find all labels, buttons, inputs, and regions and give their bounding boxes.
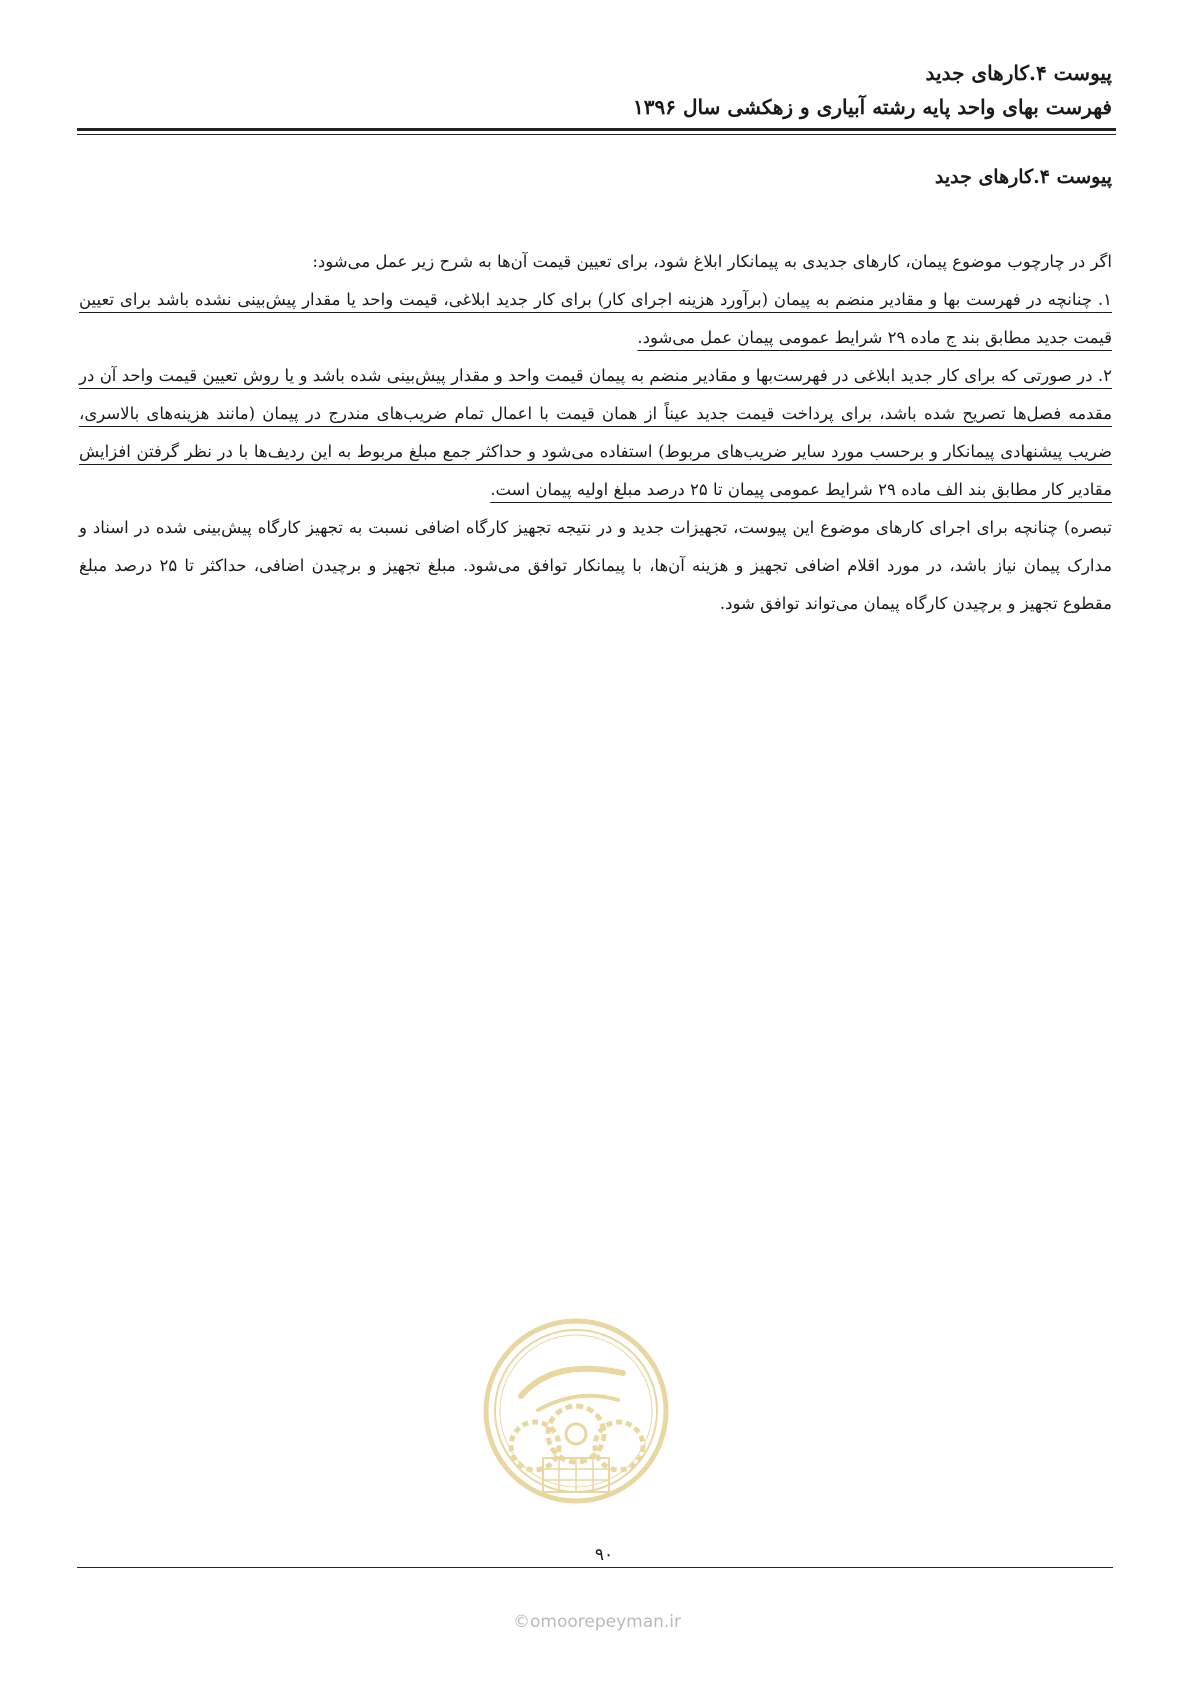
watermark-url <box>487 1612 707 1632</box>
header-rule-thin <box>77 134 1116 135</box>
copyright-icon: © <box>512 1612 530 1632</box>
header-document-title: فهرست بهای واحد پایه رشته آبیاری و زهکشی سال ۱۳۹۶ <box>633 95 1112 119</box>
item-1-paragraph: ۱. چنانچه در فهرست بها و مقادیر منضم به پیمان (برآورد هزینه اجرای کار) برای کار جدید ابلاغی، قیمت واحد یا مقدار پیش‌بینی نشده باشد برای تعیین قیمت جدید مطابق بند ج ماده ۲۹ شرایط عمومی پیمان عمل می‌شود. <box>79 290 1112 347</box>
footer-rule <box>77 1567 1113 1568</box>
body-text <box>79 243 1112 623</box>
header-appendix-title: پیوست ۴.کارهای جدید <box>925 61 1112 85</box>
page-number: ۹۰ <box>594 1545 614 1565</box>
section-title: پیوست ۴.کارهای جدید <box>934 166 1112 188</box>
item-2-paragraph: ۲. در صورتی که برای کار جدید ابلاغی در فهرست‌بها و مقادیر منضم به پیمان قیمت واحد و مقدار پیش‌بینی شده باشد و یا روش تعیین قیمت واحد آن در مقدمه فصل‌ها تصریح شده باشد، برای پرداخت قیمت جدید عیناً از همان قیمت با اعمال تمام ضریب‌های مندرج در پیمان (مانند هزینه‌های بالاسری، ضریب پیشنهادی پیمانکار و برحسب مورد سایر ضریب‌های مربوط) استفاده می‌شود و حداکثر جمع مبلغ مربوط به این ردیف‌ها با در نظر گرفتن افزایش مقادیر کار مطابق بند الف ماده ۲۹ شرایط عمومی پیمان تا ۲۵ درصد مبلغ اولیه پیمان است. <box>79 366 1112 499</box>
intro-paragraph: اگر در چارچوب موضوع پیمان، کارهای جدیدی به پیمانکار ابلاغ شود، برای تعیین قیمت آن‌ها به شرح زیر عمل می‌شود: <box>312 252 1112 271</box>
header-rule-thick <box>77 128 1116 131</box>
watermark-stamp-logo <box>483 1318 669 1504</box>
note-paragraph: تبصره) چنانچه برای اجرای کارهای موضوع این پیوست، تجهیزات جدید و در نتیجه تجهیز کارگاه اضافی نسبت به تجهیز کارگاه پیش‌بینی شده در اسناد و مدارک پیمان نیاز باشد، در مورد اقلام اضافی تجهیز و هزینه آن‌ها، با پیمانکار توافق می‌شود. مبلغ تجهیز و برچیدن اضافی، حداکثر تا ۲۵ درصد مبلغ مقطوع تجهیز و برچیدن کارگاه پیمان می‌تواند توافق شود. <box>79 518 1112 613</box>
page-header <box>79 56 1112 124</box>
watermark-url-text: omoorepeyman.ir <box>529 1612 682 1632</box>
